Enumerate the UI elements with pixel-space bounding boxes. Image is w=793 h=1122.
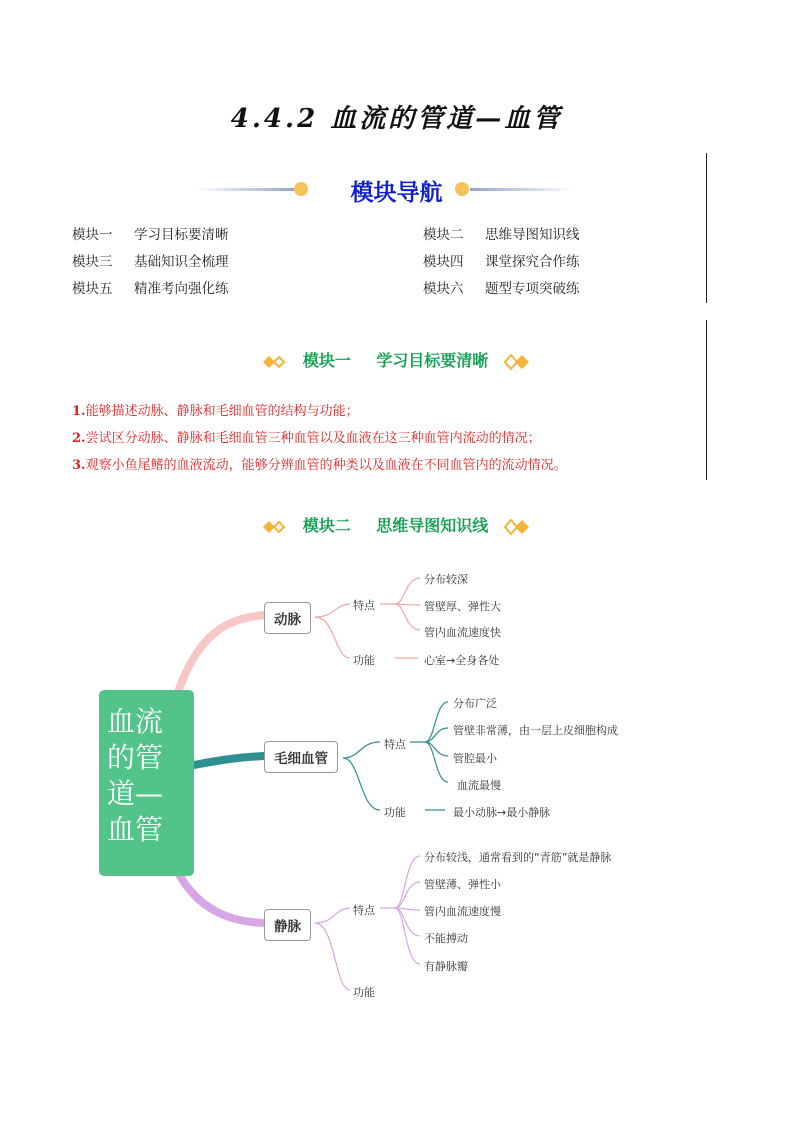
- vein-feature: 有静脉瓣: [424, 960, 468, 973]
- nav-item-4[interactable]: 模块四 课堂探究合作练: [423, 254, 580, 270]
- goal-2: 2.尝试区分动脉、静脉和毛细血管三种血管以及血液在这三种血管内流动的情况；: [72, 431, 541, 446]
- vein-feature: 管壁薄、弹性小: [424, 878, 501, 891]
- diamond-icon: [504, 518, 530, 536]
- margin-line: [706, 320, 707, 480]
- artery-function-label: 功能: [353, 654, 375, 667]
- module1-label: 模块一: [302, 351, 351, 370]
- nav-item-5[interactable]: 模块五 精准考向强化练: [72, 281, 229, 297]
- nav-item-6[interactable]: 模块六 题型专项突破练: [423, 281, 580, 297]
- capillary-feature: 管壁非常薄，由一层上皮细胞构成: [453, 724, 618, 737]
- artery-feature-label: 特点: [353, 599, 375, 612]
- nav-item-1[interactable]: 模块一 学习目标要清晰: [72, 227, 229, 243]
- diamond-icon: [504, 353, 530, 371]
- nav-item-3[interactable]: 模块三 基础知识全梳理: [72, 254, 229, 270]
- artery-feature: 管壁厚、弹性大: [424, 600, 501, 613]
- mindmap-root: [99, 690, 194, 876]
- capillary-feature: 分布广泛: [453, 697, 497, 710]
- nav-item-2[interactable]: 模块二 思维导图知识线: [423, 227, 580, 243]
- vein-feature: 分布较浅，通常看到的“青筋”就是静脉: [424, 851, 612, 864]
- page-title: 4.4.2 血流的管道—血管: [230, 104, 563, 134]
- module2-heading: [0, 513, 793, 536]
- capillary-function-label: 功能: [384, 806, 406, 819]
- capillary-node: 毛细血管: [264, 741, 338, 773]
- root-line: 血管: [107, 813, 164, 846]
- module1-heading: [0, 348, 793, 371]
- diamond-icon: [263, 519, 287, 535]
- vein-feature: 不能搏动: [424, 932, 468, 945]
- goal-3: 3.观察小鱼尾鳍的血液流动，能够分辨血管的种类以及血液在不同血管内的流动情况。: [72, 458, 567, 473]
- capillary-function: 最小动脉→最小静脉: [453, 806, 551, 819]
- artery-node: 动脉: [264, 602, 311, 634]
- vein-node: 静脉: [264, 909, 311, 941]
- vein-feature: 管内血流速度慢: [424, 905, 501, 918]
- capillary-feature: 管腔最小: [453, 752, 497, 765]
- module2-name: 思维导图知识线: [376, 516, 489, 535]
- vein-function-label: 功能: [353, 986, 375, 999]
- diamond-icon: [263, 354, 287, 370]
- artery-function: 心室→全身各处: [424, 654, 500, 667]
- root-line: 道—: [107, 777, 164, 810]
- capillary-feature: 血流最慢: [457, 779, 501, 792]
- artery-feature: 分布较深: [424, 573, 468, 586]
- capillary-feature-label: 特点: [384, 738, 406, 751]
- nav-title: 模块导航: [350, 180, 443, 206]
- module2-label: 模块二: [302, 516, 351, 535]
- root-line: 的管: [107, 741, 164, 774]
- vein-feature-label: 特点: [353, 904, 375, 917]
- artery-feature: 管内血流速度快: [424, 626, 501, 639]
- root-line: 血流: [107, 705, 164, 738]
- module1-name: 学习目标要清晰: [376, 351, 489, 370]
- goal-1: 1.能够描述动脉、静脉和毛细血管的结构与功能；: [72, 404, 359, 419]
